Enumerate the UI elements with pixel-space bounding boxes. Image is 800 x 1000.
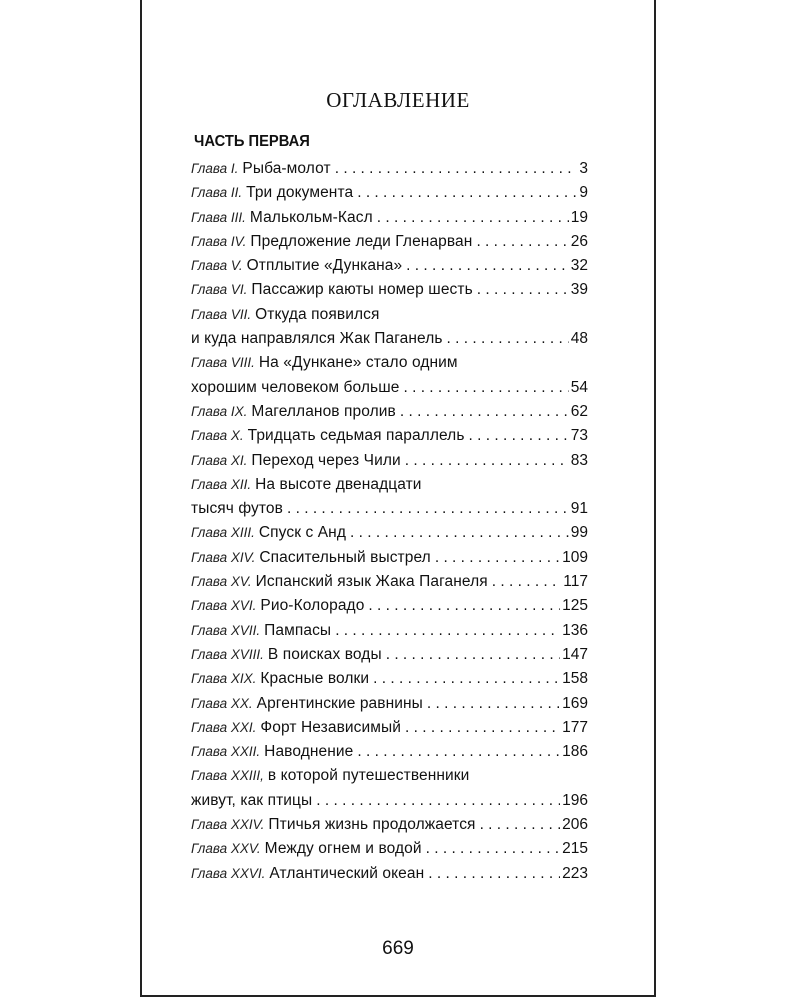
- leader-dots: [316, 789, 560, 813]
- chapter-title: Малькольм-Касл: [249, 208, 373, 226]
- chapter-title: Аргентинские равнины: [256, 694, 423, 712]
- leader-dots: [403, 376, 568, 400]
- toc-entry: [191, 813, 588, 837]
- toc-entry: [191, 303, 588, 327]
- chapter-label: Глава XIX.: [191, 671, 257, 687]
- chapter-page-number: 54: [570, 378, 588, 396]
- leader-dots: [287, 497, 569, 521]
- chapter-page-number: 62: [570, 402, 588, 420]
- leader-dots: [357, 181, 577, 205]
- chapter-title: живут, как птицы: [191, 791, 313, 809]
- toc-entry: [191, 740, 588, 764]
- chapter-title: Пампасы: [264, 621, 332, 639]
- toc-entry: [191, 667, 588, 691]
- toc-entry: [191, 254, 588, 278]
- chapter-title: Откуда появился: [255, 305, 380, 323]
- toc-entry: [191, 789, 588, 813]
- chapter-page-number: 109: [562, 548, 588, 566]
- page-title: ОГЛАВЛЕНИЕ: [326, 88, 470, 112]
- leader-dots: [400, 400, 569, 424]
- chapter-page-number: 158: [562, 670, 588, 688]
- chapter-label: Глава XVI.: [191, 598, 257, 614]
- chapter-title: Наводнение: [264, 743, 354, 761]
- chapter-page-number: 3: [579, 160, 588, 177]
- chapter-title: и куда направлялся Жак Паганель: [191, 330, 443, 348]
- chapter-title: Спуск с Анд: [258, 524, 346, 542]
- toc-entry: [191, 449, 588, 473]
- chapter-page-number: 136: [562, 621, 588, 639]
- leader-dots: [435, 546, 560, 570]
- chapter-title: Между огнем и водой: [264, 840, 422, 858]
- toc-entry: [191, 327, 588, 351]
- chapter-page-number: 147: [562, 645, 588, 663]
- chapter-label: Глава IX.: [191, 403, 248, 419]
- chapter-label: Глава XXV.: [191, 841, 261, 857]
- chapter-title: Отплытие «Дункана»: [246, 257, 403, 275]
- chapter-title: Атлантический океан: [269, 864, 425, 882]
- chapter-title: Рио-Колорадо: [260, 597, 365, 615]
- toc-entry: [191, 473, 588, 497]
- chapter-label: Глава IV.: [191, 233, 247, 249]
- toc-entry: [191, 716, 588, 740]
- toc-entry: [191, 862, 588, 886]
- leader-dots: [405, 449, 569, 473]
- leader-dots: [477, 278, 569, 302]
- chapter-page-number: 125: [562, 597, 588, 615]
- chapter-page-number: 206: [562, 816, 588, 834]
- leader-dots: [377, 206, 569, 230]
- chapter-title: Три документа: [246, 184, 354, 202]
- chapter-page-number: 169: [562, 694, 588, 712]
- book-page: [140, 0, 656, 997]
- chapter-label: Глава XX.: [191, 695, 253, 711]
- chapter-page-number: 177: [562, 718, 588, 736]
- chapter-label: Глава XXVI.: [191, 865, 266, 881]
- chapter-label: Глава XII.: [191, 476, 252, 492]
- chapter-label: Глава VI.: [191, 282, 248, 298]
- part-heading: ЧАСТЬ ПЕРВАЯ: [194, 133, 310, 150]
- leader-dots: [476, 230, 568, 254]
- chapter-page-number: 48: [570, 330, 588, 348]
- toc-entry: [191, 594, 588, 618]
- chapter-label: Глава XV.: [191, 574, 252, 590]
- toc-entry: [191, 351, 588, 375]
- chapter-label: Глава XXIII,: [191, 768, 264, 784]
- leader-dots: [428, 862, 560, 886]
- leader-dots: [368, 594, 560, 618]
- page-number: 669: [382, 938, 414, 959]
- chapter-title: Переход через Чили: [251, 451, 401, 469]
- toc-entry: [191, 619, 588, 643]
- toc-entry: [191, 376, 588, 400]
- toc-entry: [191, 400, 588, 424]
- table-of-contents: [191, 157, 588, 886]
- chapter-title: Рыба-молот: [242, 160, 331, 177]
- chapter-label: Глава XXII.: [191, 744, 261, 760]
- toc-entry: [191, 837, 588, 861]
- chapter-page-number: 91: [570, 500, 588, 518]
- chapter-title: Птичья жизнь продолжается: [268, 816, 476, 834]
- chapter-title: в которой путешественники: [267, 767, 470, 785]
- chapter-title: В поисках воды: [267, 645, 382, 663]
- chapter-label: Глава VII.: [191, 306, 252, 322]
- leader-dots: [480, 813, 561, 837]
- leader-dots: [357, 740, 560, 764]
- toc-entry: [191, 157, 588, 181]
- leader-dots: [427, 692, 560, 716]
- toc-entry: [191, 570, 588, 594]
- chapter-page-number: 186: [562, 743, 588, 761]
- chapter-page-number: 73: [570, 427, 588, 445]
- chapter-page-number: 99: [570, 524, 588, 542]
- chapter-label: Глава XIV.: [191, 549, 256, 565]
- chapter-label: Глава VIII.: [191, 355, 255, 371]
- chapter-label: Глава XVIII.: [191, 646, 264, 662]
- leader-dots: [373, 667, 560, 691]
- leader-dots: [426, 837, 561, 861]
- chapter-title: хорошим человеком больше: [191, 378, 400, 396]
- chapter-page-number: 83: [570, 451, 588, 469]
- chapter-label: Глава III.: [191, 209, 246, 225]
- chapter-title: Предложение леди Гленарван: [250, 232, 473, 250]
- chapter-page-number: 215: [562, 840, 588, 858]
- chapter-label: Глава XIII.: [191, 525, 255, 541]
- chapter-title: На «Дункане» стало одним: [258, 354, 458, 372]
- chapter-title: Спасительный выстрел: [259, 548, 431, 566]
- chapter-label: Глава II.: [191, 185, 243, 201]
- chapter-title: Тридцать седьмая параллель: [247, 427, 465, 445]
- chapter-title: Пассажир каюты номер шесть: [251, 281, 473, 299]
- chapter-title: Магелланов пролив: [251, 402, 396, 420]
- chapter-label: Глава XI.: [191, 452, 248, 468]
- chapter-label: Глава V.: [191, 258, 243, 274]
- chapter-title: Форт Независимый: [260, 718, 402, 736]
- leader-dots: [335, 619, 560, 643]
- chapter-page-number: 9: [579, 184, 588, 202]
- chapter-page-number: 223: [562, 864, 588, 882]
- toc-entry: [191, 181, 588, 205]
- leader-dots: [386, 643, 560, 667]
- chapter-page-number: 117: [563, 573, 588, 591]
- toc-entry: [191, 643, 588, 667]
- leader-dots: [469, 424, 569, 448]
- chapter-page-number: 19: [570, 208, 588, 226]
- chapter-title: Испанский язык Жака Паганеля: [255, 573, 488, 591]
- toc-entry: [191, 497, 588, 521]
- chapter-title: Красные волки: [260, 670, 370, 688]
- chapter-title: На высоте двенадцати: [255, 475, 422, 493]
- chapter-page-number: 26: [570, 232, 588, 250]
- toc-entry: [191, 764, 588, 788]
- chapter-label: Глава X.: [191, 428, 244, 444]
- leader-dots: [405, 716, 560, 740]
- leader-dots: [406, 254, 569, 278]
- toc-entry: [191, 546, 588, 570]
- chapter-label: Глава XXI.: [191, 719, 257, 735]
- chapter-page-number: 196: [562, 791, 588, 809]
- toc-entry: [191, 278, 588, 302]
- chapter-label: Глава XVII.: [191, 622, 261, 638]
- toc-entry: [191, 230, 588, 254]
- toc-entry: [191, 521, 588, 545]
- toc-entry: [191, 424, 588, 448]
- leader-dots: [335, 157, 578, 181]
- leader-dots: [350, 521, 569, 545]
- chapter-page-number: 39: [570, 281, 588, 299]
- chapter-page-number: 32: [570, 257, 588, 275]
- toc-entry: [191, 206, 588, 230]
- toc-entry: [191, 692, 588, 716]
- leader-dots: [447, 327, 569, 351]
- leader-dots: [492, 570, 562, 594]
- chapter-label: Глава I.: [191, 161, 239, 176]
- chapter-label: Глава XXIV.: [191, 817, 265, 833]
- chapter-title: тысяч футов: [191, 500, 283, 518]
